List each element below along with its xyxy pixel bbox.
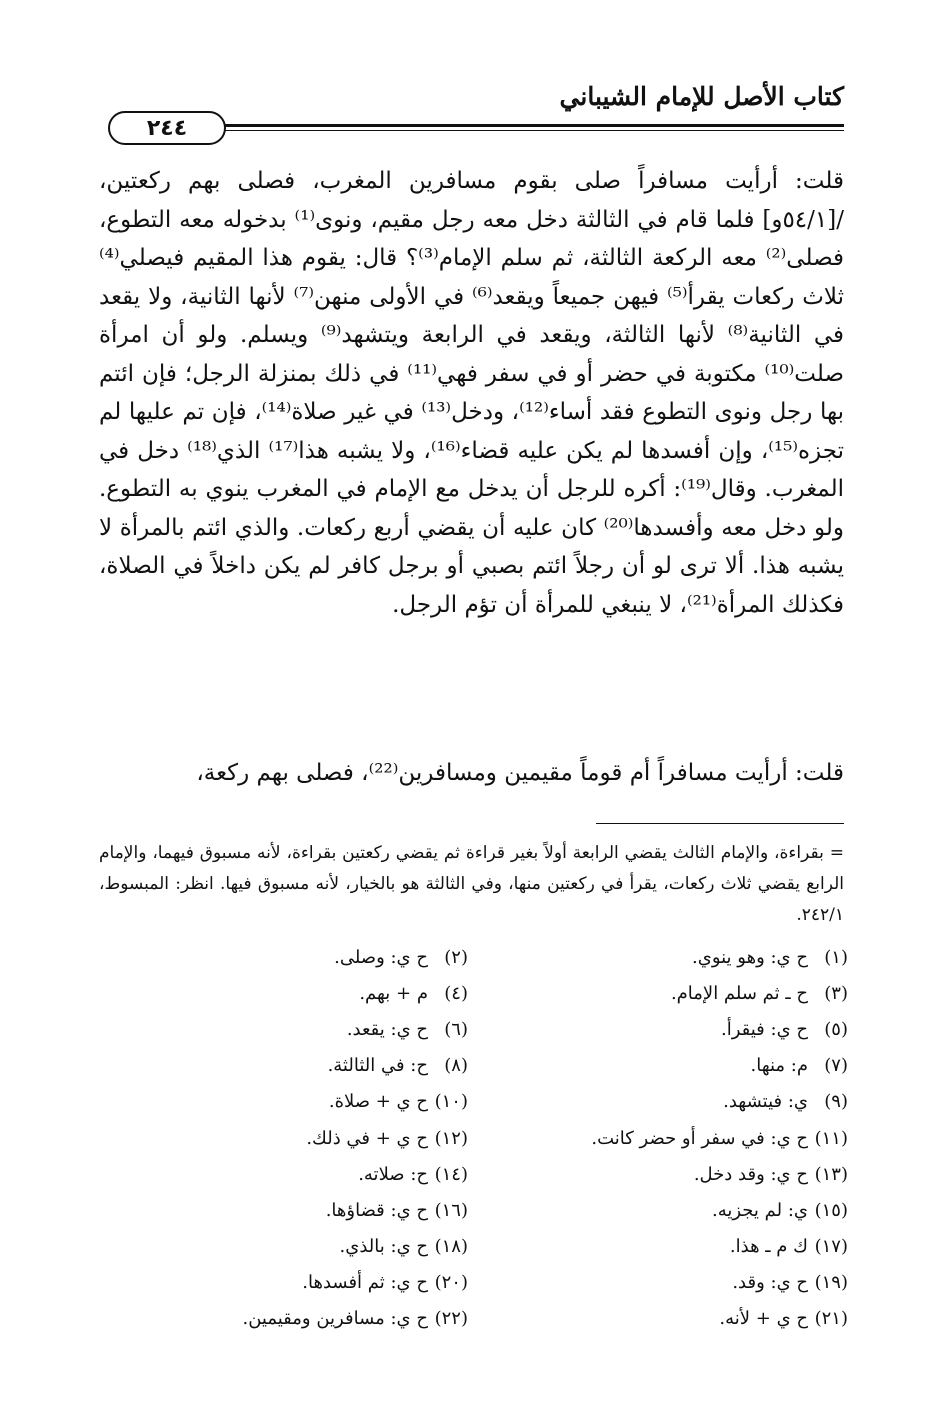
footnote-item xyxy=(468,1048,848,1084)
footnote-number: (٥) xyxy=(824,1018,848,1040)
second-paragraph: قلت: أرأيت مسافراً أم قوماً مقيمين ومسافرين⁽²²⁾، فصلى بهم ركعة، xyxy=(196,760,844,786)
footnote-list xyxy=(88,939,848,1337)
footnote-number: (١٨) xyxy=(434,1236,468,1258)
footnote-item xyxy=(88,1156,468,1192)
footnote-number: (٢٠) xyxy=(434,1272,468,1294)
footnote-number: (٢٢) xyxy=(434,1308,468,1330)
footnote-text: ح ي: وقد دخل. xyxy=(693,1163,808,1185)
book-title: كتاب الأصل للإمام الشيباني xyxy=(559,82,844,111)
footnote-number: (٢) xyxy=(444,946,468,968)
footnote-text: ح ي + لأنه. xyxy=(719,1308,808,1330)
footnote-item xyxy=(88,1301,468,1337)
footnote-number: (٣) xyxy=(824,982,848,1004)
footnote-text: ح ي: قضاؤها. xyxy=(325,1199,428,1221)
footnote-number: (١٦) xyxy=(434,1199,468,1221)
footnote-number: (١٩) xyxy=(814,1272,848,1294)
main-paragraph: قلت: أرأيت مسافراً صلى بقوم مسافرين المغرب، فصلى بهم ركعتين، /[٥٤/١و] فلما قام في الثالثة دخل معه رجل مقيم، ونوى⁽¹⁾ بدخوله معه التطوع، فصلى⁽²⁾ معه الركعة الثالثة، ثم سلم الإمام⁽³⁾؟ قال: يقوم هذا المقيم فيصلي⁽⁴⁾ ثلاث ركعات يقرأ⁽⁵⁾ فيهن جميعاً ويقعد⁽⁶⁾ في الأولى منهن⁽⁷⁾ لأنها الثانية، ولا يقعد في الثانية⁽⁸⁾ لأنها الثالثة، ويقعد في الرابعة ويتشهد⁽⁹⁾ ويسلم. ولو أن امرأة صلت⁽¹⁰⁾ مكتوبة في حضر أو في سفر فهي⁽¹¹⁾ في ذلك بمنزلة الرجل؛ فإن ائتم بها رجل ونوى التطوع فقد أساء⁽¹²⁾، ودخل⁽¹³⁾ في غير صلاة⁽¹⁴⁾، فإن تم عليها لم تجزه⁽¹⁵⁾، وإن أفسدها لم يكن عليه قضاء⁽¹⁶⁾، ولا يشبه هذا⁽¹⁷⁾ الذي⁽¹⁸⁾ دخل في المغرب. وقال⁽¹⁹⁾: أكره للرجل أن يدخل مع الإمام في المغرب ينوي به التطوع. ولو دخل معه وأفسدها⁽²⁰⁾ كان عليه أن يقضي أربع ركعات. والذي ائتم بالمرأة لا يشبه هذا. ألا ترى لو أن رجلاً ائتم بصبي أو برجل كافر لم يكن داخلاً في الصلاة، فكذلك المرأة⁽²¹⁾، لا ينبغي للمرأة أن تؤم الرجل. xyxy=(99,168,845,618)
footnote-item xyxy=(88,939,468,975)
footnote-text: ح: صلاته. xyxy=(358,1163,428,1185)
footnote-number: (٤) xyxy=(444,982,468,1004)
footnote-item xyxy=(88,1265,468,1301)
footnote-number: (٦) xyxy=(444,1018,468,1040)
footnote-text: ح ي: يقعد. xyxy=(346,1018,428,1040)
footnote-continuation: = بقراءة، والإمام الثالث يقضي الرابعة أولاً بغير قراءة ثم يقضي ركعتين بقراءة، لأنه مسبوق فيهما، والإمام الرابع يقضي ثلاث ركعات، يقرأ في ركعتين منها، وفي الثالثة هو بالخيار، لأنه مسبوق فيها. انظر: المبسوط، ٢٤٢/١. xyxy=(99,843,844,925)
footnote-number: (٩) xyxy=(824,1091,848,1113)
footnote-item xyxy=(468,1265,848,1301)
footnote-text: ح ي: مسافرين ومقيمين. xyxy=(242,1308,428,1330)
footnote-number: (١٥) xyxy=(814,1199,848,1221)
footnote-item xyxy=(468,1156,848,1192)
footnote-text: ي: فيتشهد. xyxy=(723,1091,808,1113)
footnote-number: (١٤) xyxy=(434,1163,468,1185)
footnote-item xyxy=(468,1120,848,1156)
footnote-item xyxy=(468,975,848,1011)
header-rule-thick xyxy=(168,124,844,127)
footnote-item xyxy=(468,1229,848,1265)
footnote-text: ح ي: وصلى. xyxy=(334,946,428,968)
footnote-number: (١) xyxy=(824,946,848,968)
footnote-number: (٧) xyxy=(824,1055,848,1077)
footnote-item xyxy=(468,939,848,975)
footnote-number: (٢١) xyxy=(814,1308,848,1330)
footnote-text: ح ي: فيقرأ. xyxy=(720,1018,808,1040)
footnote-separator xyxy=(596,823,844,824)
footnote-text: م: منها. xyxy=(750,1055,808,1077)
footnote-item xyxy=(88,975,468,1011)
footnote-number: (١٢) xyxy=(434,1127,468,1149)
footnote-number: (١٧) xyxy=(814,1236,848,1258)
footnote-number: (٨) xyxy=(444,1055,468,1077)
footnote-item xyxy=(468,1301,848,1337)
footnote-text: ح ي: بالذي. xyxy=(339,1236,428,1258)
footnote-text: ح: في الثالثة. xyxy=(327,1055,428,1077)
footnote-item xyxy=(88,1048,468,1084)
footnote-number: (١٣) xyxy=(814,1163,848,1185)
footnote-number: (١٠) xyxy=(434,1091,468,1113)
footnote-item xyxy=(468,1011,848,1047)
footnote-number: (١١) xyxy=(814,1127,848,1149)
footnote-text: ح ي: في سفر أو حضر كانت. xyxy=(591,1127,808,1149)
footnote-text: ح ـ ثم سلم الإمام. xyxy=(670,982,808,1004)
footnote-text: ح ي + في ذلك. xyxy=(306,1127,428,1149)
footnote-item xyxy=(88,1229,468,1265)
footnote-item xyxy=(468,1084,848,1120)
footnote-item xyxy=(88,1011,468,1047)
footnote-text: ح ي + صلاة. xyxy=(328,1091,428,1113)
footnote-item xyxy=(88,1084,468,1120)
header-rule-thin xyxy=(168,130,844,131)
footnote-text: ي: لم يجزيه. xyxy=(711,1199,808,1221)
footnote-text: م + بهم. xyxy=(359,982,428,1004)
footnote-item xyxy=(88,1192,468,1228)
footnote-item xyxy=(88,1120,468,1156)
footnote-text: ك م ـ هذا. xyxy=(729,1236,808,1258)
footnote-item xyxy=(468,1192,848,1228)
footnote-text: ح ي: ثم أفسدها. xyxy=(302,1272,428,1294)
footnote-text: ح ي: وقد. xyxy=(732,1272,808,1294)
footnote-text: ح ي: وهو ينوي. xyxy=(692,946,808,968)
page-number-badge: ٢٤٤ xyxy=(108,111,226,145)
